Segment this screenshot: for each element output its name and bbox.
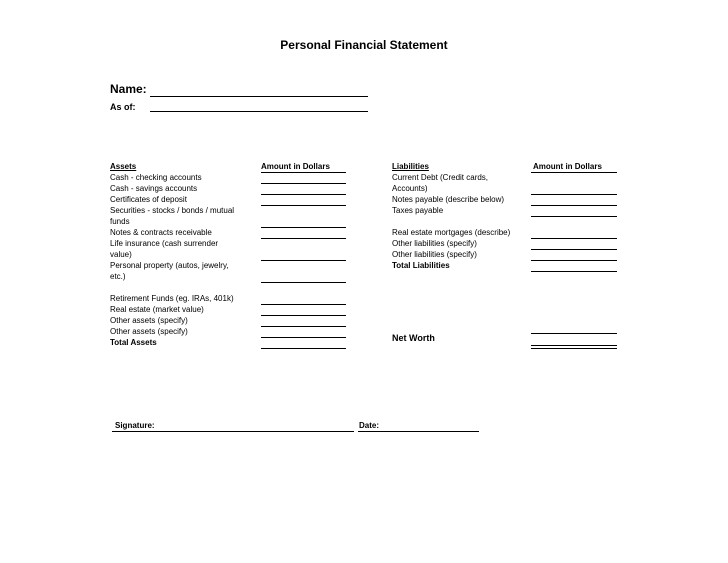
- net-worth-label: Net Worth: [392, 333, 435, 343]
- liability-amount-line[interactable]: [531, 194, 617, 195]
- liabilities-line-current-debt-cont: Accounts): [392, 184, 428, 193]
- total-assets-label: Total Assets: [110, 338, 157, 347]
- total-assets-amount-line[interactable]: [261, 348, 346, 349]
- asset-amount-line[interactable]: [261, 238, 346, 239]
- assets-line-life-insurance: Life insurance (cash surrender: [110, 239, 219, 248]
- date-line[interactable]: [358, 431, 479, 432]
- asset-amount-line[interactable]: [261, 304, 346, 305]
- liabilities-line-notes-payable: Notes payable (describe below): [392, 195, 505, 204]
- liabilities-amount-heading: Amount in Dollars: [533, 162, 602, 171]
- assets-line-savings: Cash - savings accounts: [110, 184, 198, 193]
- asset-amount-line[interactable]: [261, 260, 346, 261]
- liabilities-line-taxes: Taxes payable: [392, 206, 444, 215]
- assets-line-other-1: Other assets (specify): [110, 316, 188, 325]
- asof-field-line[interactable]: [150, 111, 368, 112]
- assets-line-real-estate: Real estate (market value): [110, 305, 204, 314]
- asset-amount-line[interactable]: [261, 194, 346, 195]
- liability-amount-line[interactable]: [531, 260, 617, 261]
- assets-line-securities-cont: funds: [110, 217, 130, 226]
- assets-line-retirement: Retirement Funds (eg. IRAs, 401k): [110, 294, 234, 303]
- name-label: Name:: [110, 82, 147, 96]
- net-worth-amount-line[interactable]: [531, 345, 617, 349]
- assets-line-other-2: Other assets (specify): [110, 327, 188, 336]
- asset-amount-line[interactable]: [261, 183, 346, 184]
- asset-amount-line[interactable]: [261, 326, 346, 327]
- assets-line-checking: Cash - checking accounts: [110, 173, 202, 182]
- asset-amount-line[interactable]: [261, 315, 346, 316]
- assets-amount-heading-underline: [261, 172, 346, 173]
- liability-amount-line[interactable]: [531, 238, 617, 239]
- asset-amount-line[interactable]: [261, 337, 346, 338]
- liability-amount-line[interactable]: [531, 249, 617, 250]
- signature-label: Signature:: [115, 421, 155, 430]
- liabilities-amount-heading-underline: [531, 172, 617, 173]
- assets-line-notes: Notes & contracts receivable: [110, 228, 212, 237]
- total-liabilities-amount-line[interactable]: [531, 271, 617, 272]
- asof-label: As of:: [110, 102, 136, 112]
- assets-amount-heading: Amount in Dollars: [261, 162, 330, 171]
- assets-line-life-insurance-cont: value): [110, 250, 132, 259]
- assets-heading: Assets: [110, 162, 137, 171]
- liabilities-heading: Liabilities: [392, 162, 429, 171]
- asset-amount-line[interactable]: [261, 227, 346, 228]
- assets-line-personal-property: Personal property (autos, jewelry,: [110, 261, 229, 270]
- assets-line-securities: Securities - stocks / bonds / mutual: [110, 206, 235, 215]
- asset-amount-line[interactable]: [261, 282, 346, 283]
- asset-amount-line[interactable]: [261, 205, 346, 206]
- liability-amount-line[interactable]: [531, 216, 617, 217]
- page-title: Personal Financial Statement: [280, 38, 448, 52]
- assets-line-cds: Certificates of deposit: [110, 195, 187, 204]
- name-field-line[interactable]: [150, 96, 368, 97]
- total-liabilities-label: Total Liabilities: [392, 261, 450, 270]
- liabilities-line-current-debt: Current Debt (Credit cards,: [392, 173, 489, 182]
- liabilities-line-other-2: Other liabilities (specify): [392, 250, 477, 259]
- liabilities-line-mortgages: Real estate mortgages (describe): [392, 228, 511, 237]
- assets-line-personal-property-cont: etc.): [110, 272, 126, 281]
- net-worth-line-top: [531, 333, 617, 334]
- liabilities-line-other-1: Other liabilities (specify): [392, 239, 477, 248]
- date-label: Date:: [359, 421, 380, 430]
- liability-amount-line[interactable]: [531, 205, 617, 206]
- signature-line[interactable]: [112, 431, 354, 432]
